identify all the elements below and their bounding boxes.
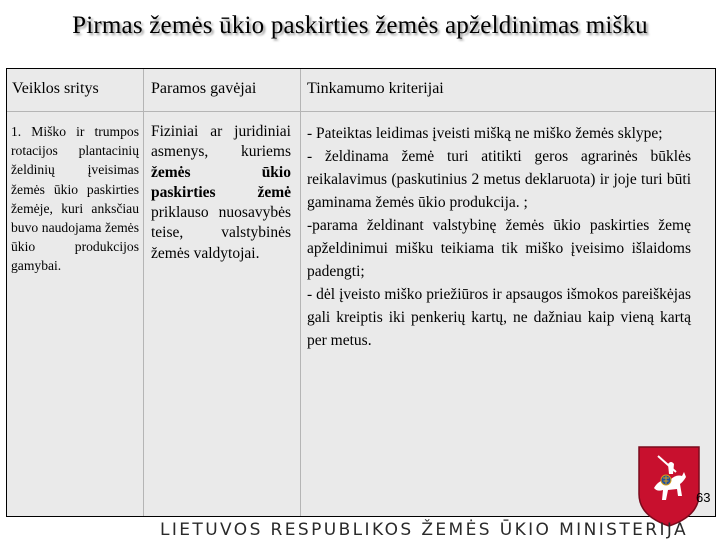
- header-activity: Veiklos sritys: [12, 80, 99, 97]
- criteria-table: [6, 68, 716, 517]
- footer-ministry: LIETUVOS RESPUBLIKOS ŽEMĖS ŪKIO MINISTERIJA: [160, 520, 689, 540]
- criteria-item: -parama želdinant valstybinę žemės ūkio paskirties žemę apželdinimui mišku teikiama tik miško įveisimo išlaidoms padengti;: [307, 217, 691, 280]
- criteria-cell: [307, 122, 691, 352]
- column-divider: [300, 69, 301, 516]
- activity-cell: [11, 122, 139, 276]
- header-criteria: Tinkamumo kriterijai: [307, 80, 444, 97]
- beneficiaries-text-end: priklauso nuosavybės teise, valstybinės žemės valdytojai.: [151, 204, 291, 262]
- beneficiaries-land-type: žemės ūkio paskirties žemė: [151, 163, 291, 201]
- column-divider: [143, 69, 144, 516]
- page-number: 63: [696, 490, 711, 505]
- beneficiaries-cell: [151, 122, 291, 264]
- coat-of-arms-icon: [636, 444, 702, 528]
- criteria-item: - želdinama žemė turi atitikti geros agrarinės būklės reikalavimus (paskutinius 2 metus deklaruota) ir joje turi būti gaminama žemės ūkio produkcija. ;: [307, 148, 691, 211]
- criteria-item: - dėl įveisto miško priežiūros ir apsaugos išmokos pareiškėjas gali kreiptis iki penkerių kartų, ne dažniau kaip vieną kartą per metus.: [307, 286, 691, 349]
- page-title: Pirmas žemės ūkio paskirties žemės apželdinimas mišku: [72, 12, 648, 39]
- activity-text: 1. Miško ir trumpos rotacijos plantacinių želdinių įveisimas žemės ūkio paskirties žemėje, kuri anksčiau buvo naudojama žemės ūkio produkcijos gamybai.: [11, 124, 139, 274]
- beneficiaries-text: [151, 122, 291, 264]
- header-beneficiaries: Paramos gavėjai: [151, 80, 257, 97]
- criteria-item: - Pateiktas leidimas įveisti mišką ne miško žemės sklype;: [307, 125, 663, 142]
- header-divider: [7, 111, 715, 112]
- beneficiaries-text-start: Fiziniai ar juridiniai asmenys, kuriems: [151, 123, 291, 161]
